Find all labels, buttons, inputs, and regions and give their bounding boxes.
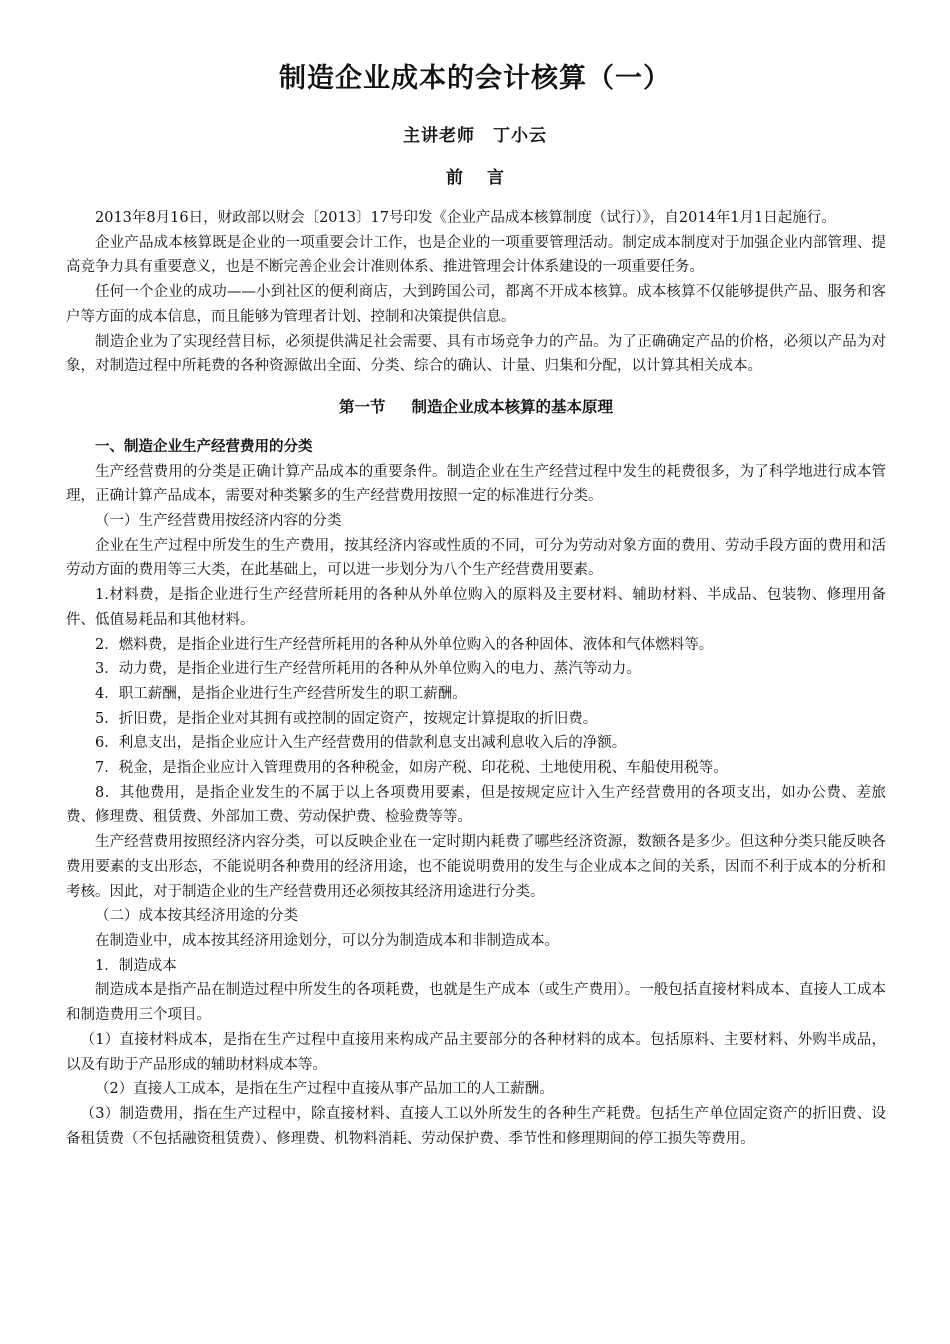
cost-element-item: 8．其他费用，是指企业发生的不属于以上各项费用要素，但是按规定应计入生产经营费用的各项支出，如办公费、差旅费、修理费、租赁费、外部加工费、劳动保护费、检验费等等。 [66, 784, 886, 826]
preface-paragraph: 2013年8月16日，财政部以财会〔2013〕17号印发《企业产品成本核算制度（试行）》，自2014年1月1日起施行。 [95, 210, 836, 226]
section-number: 第一节 [338, 397, 386, 416]
part1-heading: （一）生产经营费用按经济内容的分类 [95, 513, 342, 530]
cost-element-item: 3．动力费，是指企业进行生产经营所耗用的各种从外单位购入的电力、蒸汽等动力。 [95, 661, 641, 678]
manufacturing-cost-heading: 1．制造成本 [95, 957, 177, 974]
section-title: 制造企业成本核算的基本原理 [411, 397, 614, 416]
cost-element-item: 2．燃料费，是指企业进行生产经营所耗用的各种从外单位购入的各种固体、液体和气体燃料等。 [95, 636, 714, 653]
preface-paragraph: 制造企业为了实现经营目标，必须提供满足社会需要、具有市场竞争力的产品。为了正确确定产品的价格，必须以产品为对象，对制造过程中所耗费的各种资源做出全面、分类、综合的确认、计量、归集和分配，以计算其相关成本。 [66, 333, 886, 375]
section-heading [66, 379, 886, 435]
manufacturing-cost-item: （3）制造费用，指在生产过程中，除直接材料、直接人工以外所发生的各种生产耗费。包括生产单位固定资产的折旧费、设备租赁费（不包括融资租赁费）、修理费、机物料消耗、劳动保护费、季节性和修理期间的停工损失等费用。 [66, 1105, 886, 1147]
cost-element-item: 7．税金，是指企业应计入管理费用的各种税金，如房产税、印花税、土地使用税、车船使用税等。 [95, 760, 728, 777]
preface-paragraph: 企业产品成本核算既是企业的一项重要会计工作，也是企业的一项重要管理活动。制定成本制度对于加强企业内部管理、提高竞争力具有重要意义，也是不断完善企业会计准则体系、推进管理会计体系建设的一项重要任务。 [66, 234, 886, 276]
cost-element-item: 6．利息支出，是指企业应计入生产经营费用的借款利息支出减利息收入后的净额。 [95, 735, 627, 752]
preface-heading: 前言 [446, 168, 528, 188]
subsection-heading: 一、制造企业生产经营费用的分类 [95, 438, 313, 455]
body-paragraph: 生产经营费用按照经济内容分类，可以反映企业在一定时期内耗费了哪些经济资源，数额各是多少。但这种分类只能反映各费用要素的支出形态，不能说明各种费用的经济用途，也不能说明费用的发生与企业成本之间的关系，因而不利于成本的分析和考核。因此，对于制造企业的生产经营费用还必须按其经济用途进行分类。 [66, 834, 886, 900]
body-paragraph: 制造成本是指产品在制造过程中所发生的各项耗费，也就是生产成本（或生产费用）。一般包括直接材料成本、直接人工成本和制造费用三个项目。 [66, 982, 886, 1024]
document-title: 制造企业成本的会计核算（一） [279, 63, 671, 94]
body-paragraph: 在制造业中，成本按其经济用途划分，可以分为制造成本和非制造成本。 [95, 932, 559, 949]
cost-element-item: 4．职工薪酬，是指企业进行生产经营所发生的职工薪酬。 [95, 685, 467, 702]
document-body [66, 206, 886, 1151]
part2-heading: （二）成本按其经济用途的分类 [95, 908, 298, 925]
body-paragraph: 企业在生产过程中所发生的生产费用，按其经济内容或性质的不同，可分为劳动对象方面的费用、劳动手段方面的费用和活劳动方面的费用等三大类，在此基础上，可以进一步划分为八个生产经营费用要素。 [66, 537, 886, 579]
manufacturing-cost-item: （1）直接材料成本，是指在生产过程中直接用来构成产品主要部分的各种材料的成本。包括原料、主要材料、外购半成品，以及有助于产品形成的辅助材料成本等。 [66, 1031, 886, 1073]
cost-element-item: 1.材料费，是指企业进行生产经营所耗用的各种从外单位购入的原料及主要材料、辅助材料、半成品、包装物、修理用备件、低值易耗品和其他材料。 [66, 587, 886, 628]
preface-paragraph: 任何一个企业的成功——小到社区的便利商店，大到跨国公司，都离不开成本核算。成本核算不仅能够提供产品、服务和客户等方面的成本信息，而且能够为管理者计划、控制和决策提供信息。 [66, 284, 886, 325]
lecturer-line: 主讲老师 丁小云 [403, 126, 547, 146]
body-paragraph: 生产经营费用的分类是正确计算产品成本的重要条件。制造企业在生产经营过程中发生的耗费很多，为了科学地进行成本管理，正确计算产品成本，需要对种类繁多的生产经营费用按照一定的标准进行分类。 [66, 463, 886, 505]
manufacturing-cost-item: （2）直接人工成本，是指在生产过程中直接从事产品加工的人工薪酬。 [95, 1081, 554, 1098]
cost-element-item: 5．折旧费，是指企业对其拥有或控制的固定资产，按规定计算提取的折旧费。 [95, 710, 598, 727]
